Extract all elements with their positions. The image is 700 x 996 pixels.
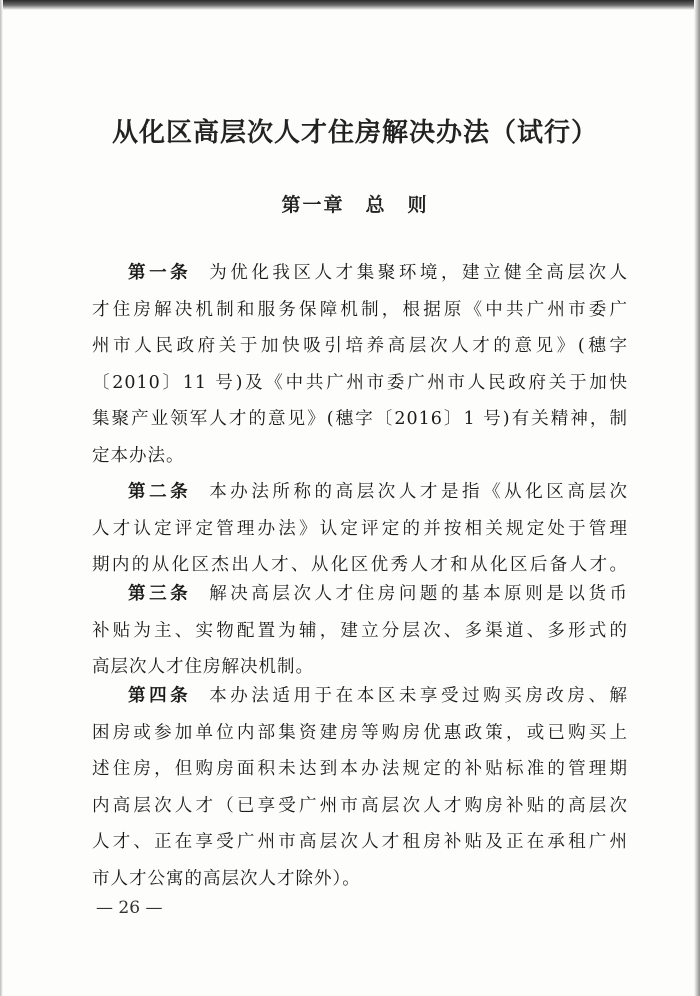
article-1-line-3: 州市人民政府关于加快吸引培养高层次人才的意见》(穗字 bbox=[92, 336, 628, 356]
article-2-line-2: 人才认定评定管理办法》认定评定的并按相关规定处于管理 bbox=[92, 518, 628, 539]
article-4-line-1: 第四条 本办法适用于在本区未享受过购买房改房、解 bbox=[128, 686, 628, 706]
article-2 bbox=[92, 474, 628, 584]
article-2-label: 第二条 bbox=[128, 482, 192, 502]
scan-edge-right bbox=[694, 0, 700, 996]
article-2-line-3: 期内的从化区杰出人才、从化区优秀人才和从化区后备人才。 bbox=[92, 555, 628, 575]
article-4 bbox=[92, 678, 628, 897]
article-4-label: 第四条 bbox=[128, 686, 192, 706]
page-number: — 26 — bbox=[96, 898, 163, 918]
chapter-heading: 第一章 总 则 bbox=[281, 194, 429, 216]
article-3-line-1: 第三条 解决高层次人才住房问题的基本原则是以货币 bbox=[128, 584, 628, 604]
article-1-label: 第一条 bbox=[128, 263, 192, 283]
article-1 bbox=[92, 255, 628, 474]
article-4-line-3: 述住房，但购房面积未达到本办法规定的补贴标准的管理期 bbox=[92, 759, 628, 779]
scan-edge-top bbox=[0, 0, 700, 10]
article-3-line-3: 高层次人才住房解决机制。 bbox=[92, 657, 314, 677]
article-4-line-2: 困房或参加单位内部集资建房等购房优惠政策，或已购买上 bbox=[92, 722, 628, 743]
article-4-line-6: 市人才公寓的高层次人才除外）。 bbox=[92, 868, 361, 889]
article-1-line-4: 〔2010〕11 号)及《中共广州市委广州市人民政府关于加快 bbox=[92, 372, 628, 393]
article-1-line-2: 才住房解决机制和服务保障机制，根据原《中共广州市委广 bbox=[92, 299, 628, 320]
article-2-line-1: 第二条 本办法所称的高层次人才是指《从化区高层次 bbox=[128, 482, 628, 502]
article-4-line-4: 内高层次人才（已享受广州市高层次人才购房补贴的高层次 bbox=[92, 795, 628, 816]
article-1-line-5: 集聚产业领军人才的意见》(穗字〔2016〕1 号)有关精神，制 bbox=[92, 409, 628, 429]
article-1-line-6: 定本办法。 bbox=[92, 445, 185, 466]
article-1-line-1: 第一条 为优化我区人才集聚环境，建立健全高层次人 bbox=[128, 263, 628, 283]
article-3-line-2: 补贴为主、实物配置为辅，建立分层次、多渠道、多形式的 bbox=[92, 620, 628, 641]
article-4-line-5: 人才、正在享受广州市高层次人才租房补贴及正在承租广州 bbox=[92, 832, 628, 852]
document-title: 从化区高层次人才住房解决办法（试行） bbox=[111, 118, 598, 148]
scan-edge-left bbox=[0, 0, 3, 996]
article-3-label: 第三条 bbox=[128, 584, 192, 604]
article-3 bbox=[92, 576, 628, 686]
